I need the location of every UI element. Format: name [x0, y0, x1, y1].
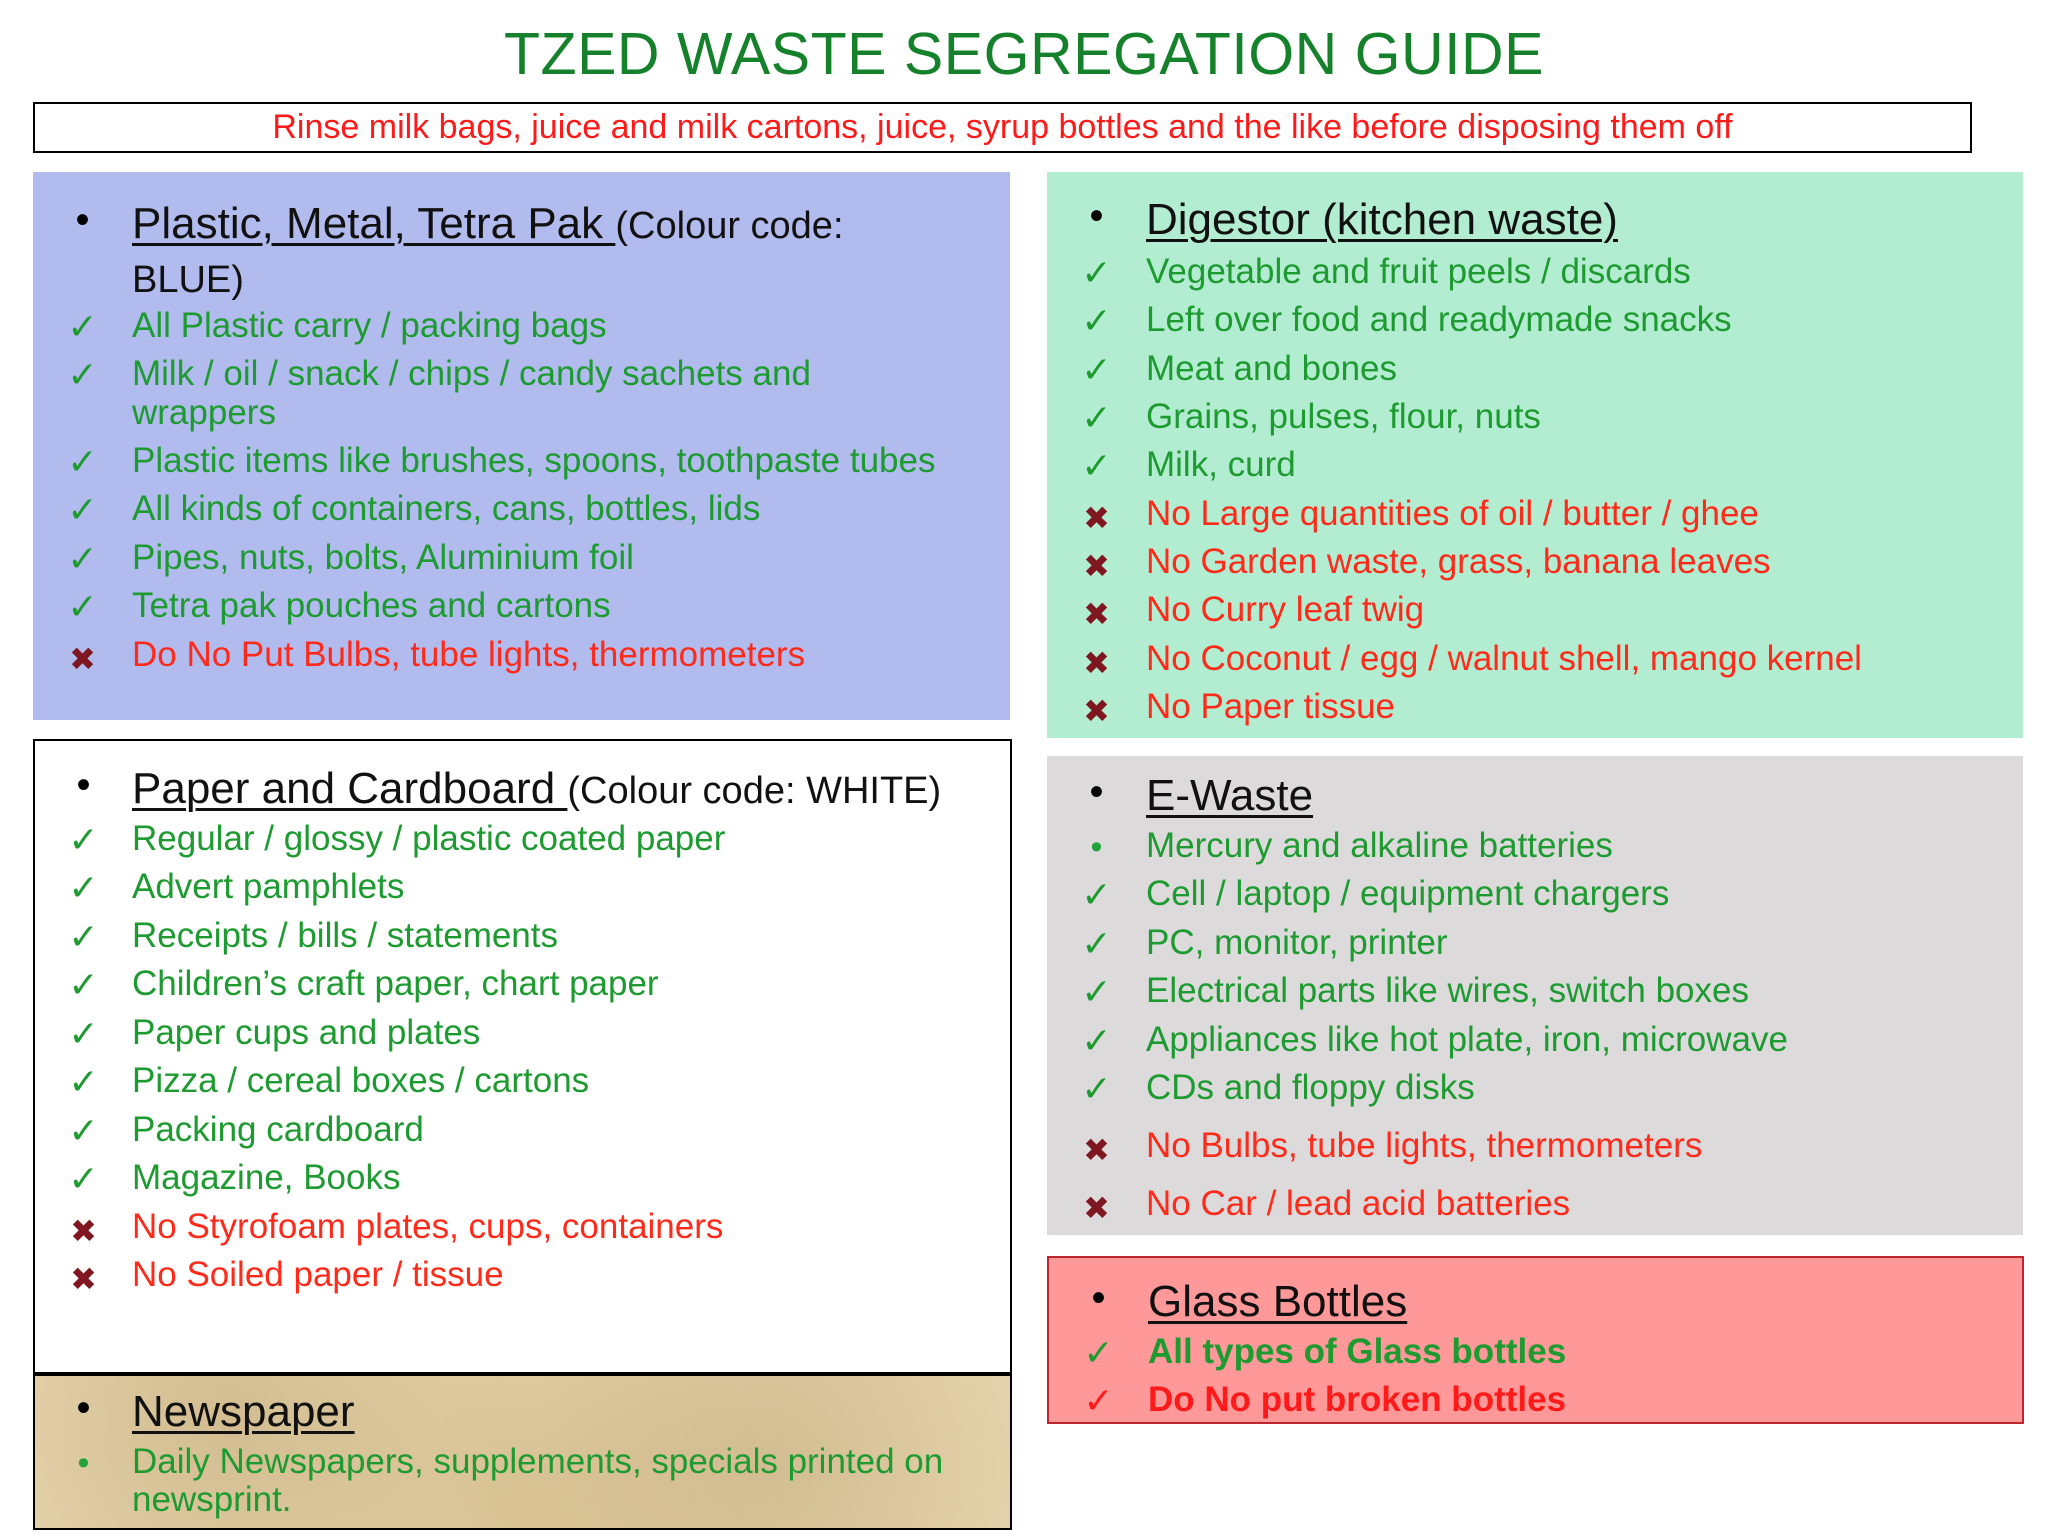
paper-heading — [132, 761, 941, 819]
check-icon: ✓ — [68, 819, 99, 860]
plastic-heading-title: Plastic, Metal, Tetra Pak — [132, 199, 616, 248]
item-text: Mercury and alkaline batteries — [1146, 826, 1613, 865]
list-item — [1047, 1126, 2006, 1174]
list-item — [35, 819, 992, 861]
item-text: No Coconut / egg / walnut shell, mango kernel — [1146, 639, 1862, 678]
item-text: Tetra pak pouches and cartons — [132, 586, 611, 625]
list-item — [1049, 1332, 2008, 1374]
item-text: CDs and floppy disks — [1146, 1068, 1475, 1107]
cross-icon: ✖ — [70, 1261, 97, 1297]
bullet-icon: • — [1089, 770, 1104, 814]
glass-heading-row — [1049, 1274, 1407, 1330]
check-icon: ✓ — [1083, 1380, 1114, 1421]
item-text: Cell / laptop / equipment chargers — [1146, 874, 1670, 913]
cross-icon: ✖ — [69, 641, 96, 677]
item-text: Grains, pulses, flour, nuts — [1146, 397, 1541, 436]
check-icon: ✓ — [1081, 252, 1112, 293]
plastic-heading-row — [33, 196, 952, 254]
list-item — [1047, 971, 2006, 1013]
plastic-colour-code: (Colour code: — [615, 205, 844, 247]
paper-cardboard-section — [33, 739, 1012, 1374]
paper-heading-row — [35, 761, 941, 819]
bullet-icon: • — [1091, 1276, 1106, 1320]
check-icon: ✓ — [1081, 445, 1112, 486]
check-icon: ✓ — [67, 489, 98, 530]
list-item — [1047, 1068, 2006, 1110]
item-text: No Curry leaf twig — [1146, 590, 1425, 629]
list-item — [33, 635, 992, 683]
item-text: newsprint. — [132, 1480, 292, 1519]
newspaper-heading: Newspaper — [132, 1387, 355, 1436]
bullet-icon: • — [76, 763, 91, 807]
check-icon: ✓ — [68, 1013, 99, 1054]
item-text: Daily Newspapers, supplements, specials printed on — [132, 1442, 944, 1481]
check-icon: ✓ — [67, 306, 98, 347]
item-text: Milk / oil / snack / chips / candy sachets and — [132, 354, 811, 393]
check-icon: ✓ — [68, 916, 99, 957]
list-item — [35, 867, 992, 909]
item-text: No Paper tissue — [1146, 687, 1396, 726]
glass-heading: Glass Bottles — [1148, 1277, 1408, 1326]
ewaste-heading: E-Waste — [1146, 771, 1314, 820]
list-item — [35, 964, 992, 1006]
item-text: Plastic items like brushes, spoons, toothpaste tubes — [132, 441, 936, 480]
list-item — [35, 1013, 992, 1055]
item-text: Regular / glossy / plastic coated paper — [132, 819, 726, 858]
list-item — [1047, 590, 2006, 638]
item-text: Left over food and readymade snacks — [1146, 300, 1732, 339]
check-icon: ✓ — [67, 354, 98, 395]
glass-bottles-section — [1047, 1256, 2024, 1424]
list-item — [1047, 639, 2006, 687]
ewaste-section — [1047, 756, 2023, 1235]
check-icon: ✓ — [1081, 923, 1112, 964]
list-item — [1047, 687, 2006, 735]
bullet-icon: • — [1089, 194, 1104, 238]
list-item — [33, 489, 992, 531]
list-item — [1049, 1380, 2008, 1422]
list-item — [1047, 542, 2006, 590]
plastic-colour-code-value: BLUE) — [132, 259, 244, 301]
plastic-metal-section — [33, 172, 1010, 720]
check-icon: ✓ — [1081, 1068, 1112, 1109]
ewaste-heading-row — [1047, 768, 1313, 824]
page-title: TZED WASTE SEGREGATION GUIDE — [503, 21, 1545, 87]
list-item — [35, 1158, 992, 1200]
item-text: Packing cardboard — [132, 1110, 424, 1149]
cross-icon: ✖ — [1083, 693, 1110, 729]
list-item — [1047, 923, 2006, 965]
item-text: Milk, curd — [1146, 445, 1296, 484]
item-text: Vegetable and fruit peels / discards — [1146, 252, 1691, 291]
item-text: No Large quantities of oil / butter / ghee — [1146, 494, 1759, 533]
digestor-heading: Digestor (kitchen waste) — [1146, 195, 1618, 244]
check-icon: ✓ — [67, 441, 98, 482]
item-text: Advert pamphlets — [132, 867, 405, 906]
check-icon: ✓ — [1081, 971, 1112, 1012]
list-item — [35, 1061, 992, 1103]
list-item — [35, 1480, 992, 1520]
item-text: Receipts / bills / statements — [132, 916, 558, 955]
check-icon: ✓ — [1081, 1020, 1112, 1061]
plastic-heading — [132, 196, 952, 254]
item-text: No Car / lead acid batteries — [1146, 1184, 1571, 1223]
rinse-notice: Rinse milk bags, juice and milk cartons, juice, syrup bottles and the like before disposing them off — [33, 102, 1972, 153]
list-item — [35, 1442, 992, 1484]
item-text: wrappers — [132, 393, 276, 432]
list-item — [1047, 252, 2006, 294]
check-icon: ✓ — [68, 867, 99, 908]
list-item — [33, 441, 992, 483]
list-item — [1047, 1020, 2006, 1062]
list-item — [1047, 874, 2006, 916]
check-icon: ✓ — [1081, 300, 1112, 341]
check-icon: ✓ — [68, 964, 99, 1005]
list-item — [33, 586, 992, 628]
list-item — [33, 354, 992, 396]
item-text: PC, monitor, printer — [1146, 923, 1448, 962]
list-item — [35, 1110, 992, 1152]
bullet-icon: • — [77, 1444, 90, 1482]
newspaper-section — [33, 1374, 1012, 1530]
item-text: No Styrofoam plates, cups, containers — [132, 1207, 724, 1246]
list-item — [1047, 1184, 2006, 1232]
item-text: All types of Glass bottles — [1148, 1332, 1567, 1371]
list-item — [1047, 445, 2006, 487]
item-text: Meat and bones — [1146, 349, 1398, 388]
list-item — [35, 1207, 992, 1255]
cross-icon: ✖ — [1083, 1190, 1110, 1226]
cross-icon: ✖ — [1083, 596, 1110, 632]
check-icon: ✓ — [67, 586, 98, 627]
item-text: All Plastic carry / packing bags — [132, 306, 607, 345]
cross-icon: ✖ — [1083, 548, 1110, 584]
bullet-icon: • — [75, 198, 90, 242]
item-text: Do No put broken bottles — [1148, 1380, 1567, 1419]
cross-icon: ✖ — [1083, 500, 1110, 536]
list-item — [1047, 397, 2006, 439]
list-item — [1047, 349, 2006, 391]
list-item — [1047, 494, 2006, 542]
list-item — [35, 1255, 992, 1303]
list-item — [1047, 826, 2006, 868]
check-icon: ✓ — [1081, 874, 1112, 915]
newspaper-heading-row — [35, 1384, 355, 1440]
list-item — [1047, 300, 2006, 342]
plastic-colour-code-row — [33, 252, 244, 308]
cross-icon: ✖ — [1083, 1132, 1110, 1168]
check-icon: ✓ — [68, 1158, 99, 1199]
paper-heading-title: Paper and Cardboard — [132, 764, 568, 813]
item-text: No Garden waste, grass, banana leaves — [1146, 542, 1771, 581]
check-icon: ✓ — [67, 538, 98, 579]
paper-colour-code: (Colour code: WHITE) — [567, 770, 942, 812]
list-item — [35, 916, 992, 958]
bullet-icon: • — [1090, 828, 1103, 866]
item-text: Do No Put Bulbs, tube lights, thermometers — [132, 635, 806, 674]
item-text: Magazine, Books — [132, 1158, 401, 1197]
check-icon: ✓ — [68, 1061, 99, 1102]
cross-icon: ✖ — [1083, 645, 1110, 681]
item-text: Children’s craft paper, chart paper — [132, 964, 659, 1003]
item-text: Paper cups and plates — [132, 1013, 481, 1052]
item-text: Electrical parts like wires, switch boxes — [1146, 971, 1749, 1010]
digestor-heading-row — [1047, 192, 1618, 248]
check-icon: ✓ — [1081, 397, 1112, 438]
digestor-section — [1047, 172, 2023, 738]
check-icon: ✓ — [68, 1110, 99, 1151]
check-icon: ✓ — [1083, 1332, 1114, 1373]
list-item — [33, 393, 992, 433]
item-text: Pipes, nuts, bolts, Aluminium foil — [132, 538, 634, 577]
list-item — [33, 538, 992, 580]
item-text: Pizza / cereal boxes / cartons — [132, 1061, 590, 1100]
item-text: No Bulbs, tube lights, thermometers — [1146, 1126, 1703, 1165]
item-text: All kinds of containers, cans, bottles, lids — [132, 489, 761, 528]
cross-icon: ✖ — [70, 1213, 97, 1249]
list-item — [33, 306, 992, 348]
item-text: Appliances like hot plate, iron, microwave — [1146, 1020, 1788, 1059]
item-text: No Soiled paper / tissue — [132, 1255, 504, 1294]
check-icon: ✓ — [1081, 349, 1112, 390]
bullet-icon: • — [76, 1386, 91, 1430]
